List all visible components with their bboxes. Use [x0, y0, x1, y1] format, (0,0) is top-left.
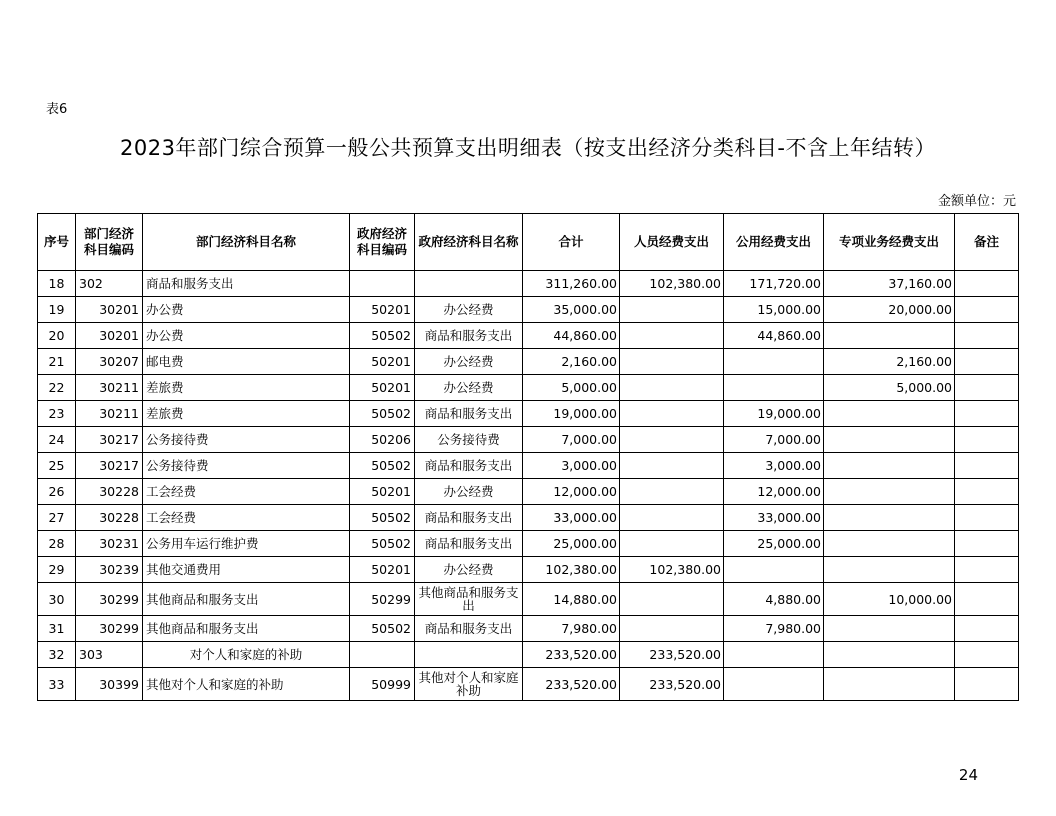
table-row	[38, 349, 1019, 375]
cell-gov-name: 商品和服务支出	[415, 453, 523, 479]
cell-total: 19,000.00	[523, 401, 620, 427]
cell-remark	[955, 479, 1019, 505]
cell-gov-code: 50502	[350, 453, 415, 479]
cell-gov-code: 50201	[350, 375, 415, 401]
cell-dept-code: 30299	[76, 583, 143, 616]
cell-total: 102,380.00	[523, 557, 620, 583]
cell-dept-code: 302	[76, 271, 143, 297]
cell-dept-name: 其他交通费用	[143, 557, 350, 583]
cell-dept-name: 商品和服务支出	[143, 271, 350, 297]
cell-gov-code: 50502	[350, 616, 415, 642]
cell-total: 14,880.00	[523, 583, 620, 616]
cell-total: 25,000.00	[523, 531, 620, 557]
cell-remark	[955, 583, 1019, 616]
cell-public: 19,000.00	[724, 401, 824, 427]
cell-total: 7,980.00	[523, 616, 620, 642]
cell-remark	[955, 616, 1019, 642]
cell-dept-name: 差旅费	[143, 401, 350, 427]
header-dept-code: 部门经济科目编码	[76, 214, 143, 271]
header-public: 公用经费支出	[724, 214, 824, 271]
cell-seq: 22	[38, 375, 76, 401]
cell-remark	[955, 297, 1019, 323]
cell-seq: 23	[38, 401, 76, 427]
header-remark: 备注	[955, 214, 1019, 271]
cell-dept-code: 30228	[76, 505, 143, 531]
cell-total: 3,000.00	[523, 453, 620, 479]
header-dept-name: 部门经济科目名称	[143, 214, 350, 271]
header-gov-code: 政府经济科目编码	[350, 214, 415, 271]
table-number: 表6	[46, 102, 68, 117]
cell-special	[824, 642, 955, 668]
table-row	[38, 642, 1019, 668]
cell-dept-code: 30201	[76, 323, 143, 349]
cell-dept-code: 30399	[76, 668, 143, 701]
cell-gov-code: 50502	[350, 531, 415, 557]
cell-dept-name: 工会经费	[143, 505, 350, 531]
cell-special	[824, 531, 955, 557]
cell-dept-name: 其他商品和服务支出	[143, 616, 350, 642]
cell-public	[724, 375, 824, 401]
table-row	[38, 479, 1019, 505]
header-gov-name: 政府经济科目名称	[415, 214, 523, 271]
cell-public: 7,980.00	[724, 616, 824, 642]
table-row	[38, 297, 1019, 323]
budget-table	[37, 213, 1019, 701]
cell-seq: 25	[38, 453, 76, 479]
cell-public	[724, 642, 824, 668]
cell-special	[824, 505, 955, 531]
cell-personnel	[620, 427, 724, 453]
cell-public: 7,000.00	[724, 427, 824, 453]
cell-gov-code: 50502	[350, 401, 415, 427]
header-row	[38, 214, 1019, 271]
cell-dept-name: 邮电费	[143, 349, 350, 375]
table-row	[38, 531, 1019, 557]
table-row	[38, 323, 1019, 349]
cell-remark	[955, 668, 1019, 701]
cell-personnel: 233,520.00	[620, 668, 724, 701]
cell-dept-name: 差旅费	[143, 375, 350, 401]
table-row	[38, 505, 1019, 531]
cell-special	[824, 668, 955, 701]
cell-special: 5,000.00	[824, 375, 955, 401]
cell-total: 233,520.00	[523, 642, 620, 668]
cell-special: 20,000.00	[824, 297, 955, 323]
cell-dept-name: 办公费	[143, 323, 350, 349]
cell-public: 44,860.00	[724, 323, 824, 349]
table-row	[38, 583, 1019, 616]
cell-special	[824, 616, 955, 642]
cell-special	[824, 427, 955, 453]
cell-personnel: 102,380.00	[620, 271, 724, 297]
table-row	[38, 668, 1019, 701]
cell-dept-name: 对个人和家庭的补助	[143, 642, 350, 668]
header-special: 专项业务经费支出	[824, 214, 955, 271]
cell-seq: 32	[38, 642, 76, 668]
cell-dept-code: 30239	[76, 557, 143, 583]
cell-gov-name: 其他商品和服务支出	[415, 583, 523, 616]
cell-remark	[955, 349, 1019, 375]
cell-public: 15,000.00	[724, 297, 824, 323]
table-row	[38, 401, 1019, 427]
cell-personnel: 102,380.00	[620, 557, 724, 583]
cell-seq: 26	[38, 479, 76, 505]
cell-personnel	[620, 479, 724, 505]
cell-personnel	[620, 323, 724, 349]
cell-gov-code	[350, 642, 415, 668]
cell-dept-code: 30201	[76, 297, 143, 323]
cell-remark	[955, 401, 1019, 427]
cell-remark	[955, 531, 1019, 557]
cell-remark	[955, 505, 1019, 531]
cell-gov-name: 商品和服务支出	[415, 401, 523, 427]
cell-special: 37,160.00	[824, 271, 955, 297]
cell-dept-name: 公务接待费	[143, 427, 350, 453]
cell-seq: 19	[38, 297, 76, 323]
cell-public: 171,720.00	[724, 271, 824, 297]
cell-dept-name: 其他对个人和家庭的补助	[143, 668, 350, 701]
cell-seq: 31	[38, 616, 76, 642]
cell-total: 35,000.00	[523, 297, 620, 323]
cell-gov-name	[415, 642, 523, 668]
cell-seq: 18	[38, 271, 76, 297]
cell-seq: 29	[38, 557, 76, 583]
cell-seq: 33	[38, 668, 76, 701]
cell-gov-name: 其他对个人和家庭补助	[415, 668, 523, 701]
cell-dept-code: 30207	[76, 349, 143, 375]
cell-public: 3,000.00	[724, 453, 824, 479]
cell-personnel	[620, 349, 724, 375]
cell-seq: 21	[38, 349, 76, 375]
cell-seq: 20	[38, 323, 76, 349]
cell-gov-name: 公务接待费	[415, 427, 523, 453]
cell-total: 33,000.00	[523, 505, 620, 531]
cell-gov-code: 50201	[350, 349, 415, 375]
cell-special	[824, 453, 955, 479]
cell-dept-code: 30211	[76, 375, 143, 401]
cell-public: 4,880.00	[724, 583, 824, 616]
cell-gov-name: 办公经费	[415, 349, 523, 375]
cell-total: 5,000.00	[523, 375, 620, 401]
cell-gov-name: 办公经费	[415, 297, 523, 323]
cell-dept-name: 办公费	[143, 297, 350, 323]
cell-special	[824, 323, 955, 349]
cell-gov-name: 商品和服务支出	[415, 505, 523, 531]
cell-special	[824, 401, 955, 427]
header-seq: 序号	[38, 214, 76, 271]
cell-dept-name: 公务用车运行维护费	[143, 531, 350, 557]
cell-gov-code: 50502	[350, 323, 415, 349]
cell-personnel	[620, 505, 724, 531]
cell-personnel	[620, 531, 724, 557]
cell-total: 233,520.00	[523, 668, 620, 701]
cell-seq: 27	[38, 505, 76, 531]
cell-total: 7,000.00	[523, 427, 620, 453]
cell-gov-code: 50206	[350, 427, 415, 453]
cell-personnel	[620, 616, 724, 642]
cell-gov-code: 50299	[350, 583, 415, 616]
cell-dept-code: 30211	[76, 401, 143, 427]
cell-special: 2,160.00	[824, 349, 955, 375]
cell-gov-name: 办公经费	[415, 557, 523, 583]
cell-dept-name: 工会经费	[143, 479, 350, 505]
cell-personnel: 233,520.00	[620, 642, 724, 668]
page-number: 24	[958, 766, 978, 784]
cell-dept-name: 公务接待费	[143, 453, 350, 479]
cell-dept-code: 30228	[76, 479, 143, 505]
cell-gov-name: 商品和服务支出	[415, 531, 523, 557]
cell-special	[824, 557, 955, 583]
cell-personnel	[620, 297, 724, 323]
table-row	[38, 271, 1019, 297]
cell-remark	[955, 557, 1019, 583]
cell-dept-code: 30299	[76, 616, 143, 642]
table-row	[38, 453, 1019, 479]
amount-unit: 金额单位：元	[937, 194, 1016, 209]
cell-public: 25,000.00	[724, 531, 824, 557]
cell-remark	[955, 642, 1019, 668]
cell-gov-name: 办公经费	[415, 479, 523, 505]
cell-remark	[955, 375, 1019, 401]
cell-seq: 24	[38, 427, 76, 453]
cell-remark	[955, 427, 1019, 453]
cell-personnel	[620, 375, 724, 401]
table-row	[38, 375, 1019, 401]
cell-public: 33,000.00	[724, 505, 824, 531]
header-personnel: 人员经费支出	[620, 214, 724, 271]
cell-total: 12,000.00	[523, 479, 620, 505]
cell-gov-code	[350, 271, 415, 297]
cell-dept-code: 30231	[76, 531, 143, 557]
cell-gov-code: 50201	[350, 479, 415, 505]
table-row	[38, 616, 1019, 642]
cell-personnel	[620, 453, 724, 479]
cell-public	[724, 349, 824, 375]
cell-dept-code: 303	[76, 642, 143, 668]
cell-remark	[955, 323, 1019, 349]
cell-total: 311,260.00	[523, 271, 620, 297]
cell-special	[824, 479, 955, 505]
page-title: 2023年部门综合预算一般公共预算支出明细表（按支出经济分类科目-不含上年结转）	[119, 136, 937, 160]
cell-seq: 28	[38, 531, 76, 557]
cell-gov-code: 50201	[350, 297, 415, 323]
cell-remark	[955, 453, 1019, 479]
cell-gov-name: 商品和服务支出	[415, 323, 523, 349]
cell-total: 2,160.00	[523, 349, 620, 375]
cell-dept-code: 30217	[76, 427, 143, 453]
header-total: 合计	[523, 214, 620, 271]
cell-public	[724, 668, 824, 701]
cell-personnel	[620, 583, 724, 616]
cell-gov-code: 50502	[350, 505, 415, 531]
cell-dept-code: 30217	[76, 453, 143, 479]
cell-special: 10,000.00	[824, 583, 955, 616]
cell-gov-name: 办公经费	[415, 375, 523, 401]
cell-gov-name: 商品和服务支出	[415, 616, 523, 642]
cell-personnel	[620, 401, 724, 427]
cell-seq: 30	[38, 583, 76, 616]
cell-total: 44,860.00	[523, 323, 620, 349]
cell-gov-code: 50999	[350, 668, 415, 701]
cell-gov-code: 50201	[350, 557, 415, 583]
cell-remark	[955, 271, 1019, 297]
cell-gov-name	[415, 271, 523, 297]
cell-dept-name: 其他商品和服务支出	[143, 583, 350, 616]
table-row	[38, 557, 1019, 583]
table-row	[38, 427, 1019, 453]
cell-public	[724, 557, 824, 583]
cell-public: 12,000.00	[724, 479, 824, 505]
